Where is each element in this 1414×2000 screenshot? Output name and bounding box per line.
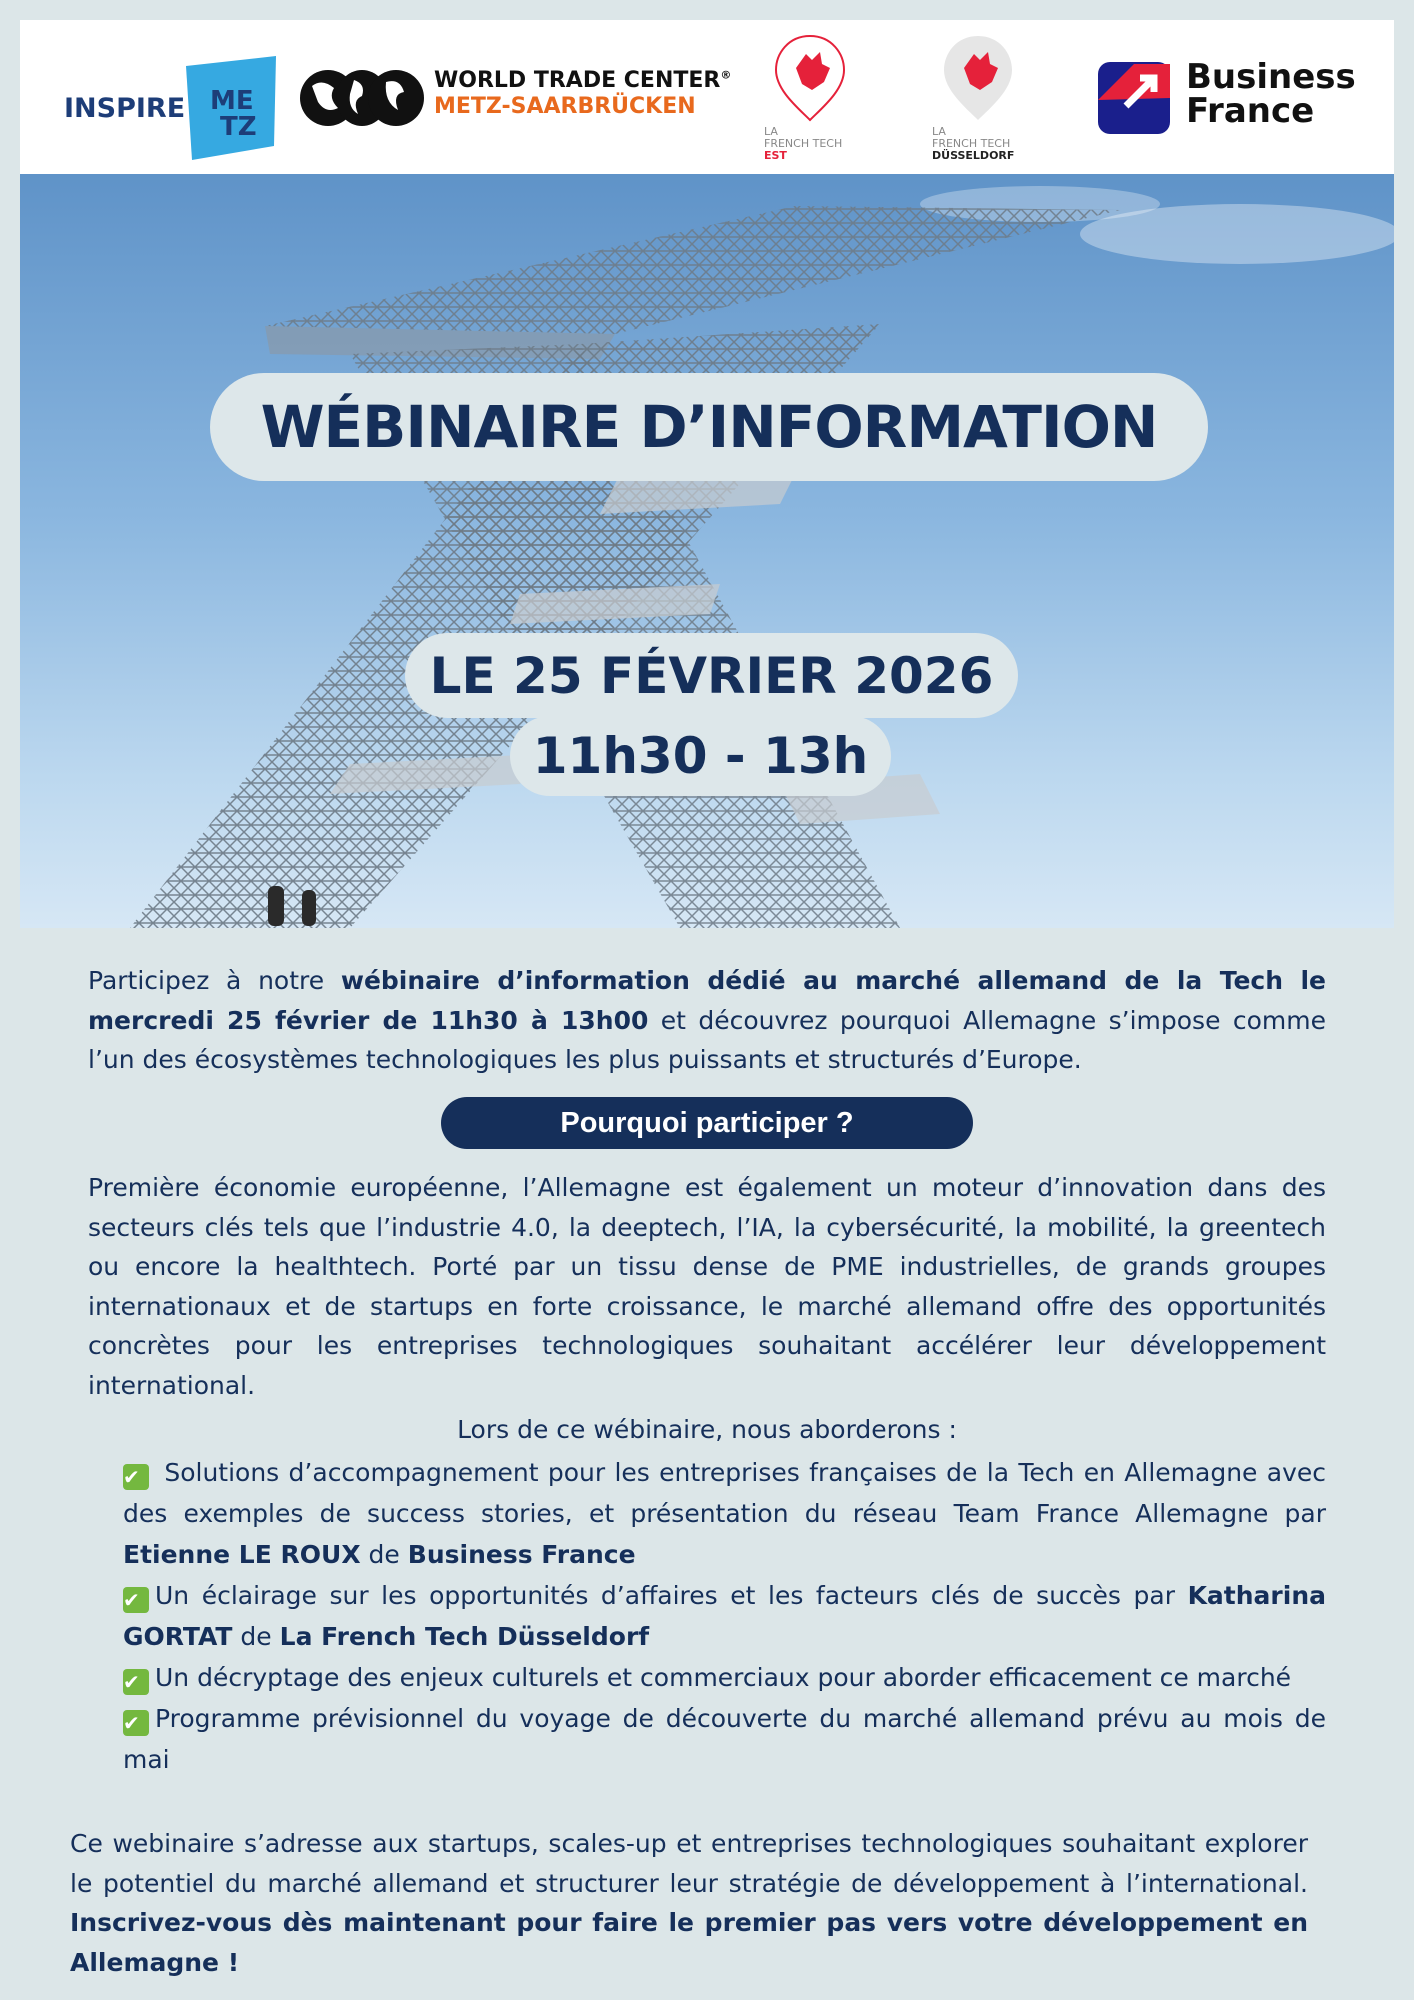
why-paragraph: Première économie européenne, l’Allemagne est également un moteur d’innovation dans des secteurs clés tels que l’industrie 4.0, la deeptech, l’IA, la cybersécurité, la mobilité, la greentech ou encore la healthtech. Porté par un tissu dense de PME industrielles, de grands groupes internationaux et de startups en forte croissance, le marché allemand offre des opportunités concrètes pour les entreprises technologiques souhaitant accélérer leur développement international.: [88, 1173, 1326, 1400]
wtc-line1: WORLD TRADE CENTER®: [434, 68, 732, 93]
wtc-globe-icon: [298, 66, 428, 130]
checkmark-icon: ✔: [123, 1710, 149, 1736]
topics-list: [123, 1452, 1326, 1780]
inspire-metz-logo: [64, 56, 284, 166]
checkmark-icon: ✔: [123, 1669, 149, 1695]
rooster-icon: [768, 32, 858, 122]
why-participate-heading: Pourquoi participer ?: [441, 1097, 973, 1149]
wtc-logo: [298, 62, 738, 142]
partner-logos-bar: [20, 20, 1394, 174]
event-date: LE 25 FÉVRIER 2026: [405, 633, 1018, 718]
ft-dus-ft: FRENCH TECH: [932, 137, 1011, 150]
ft-dus-city: DÜSSELDORF: [932, 149, 1015, 162]
wtc-line2: METZ-SAARBRÜCKEN: [434, 94, 696, 119]
bf-line2: France: [1186, 91, 1315, 131]
list-item: ✔ Programme prévisionnel du voyage de découverte du marché allemand prévu au mois de mai: [123, 1704, 1326, 1774]
ft-dus-la: LA: [932, 125, 946, 138]
hero-banner: [20, 174, 1394, 928]
ft-est-ft: FRENCH TECH: [764, 137, 843, 150]
register-call-to-action: Inscrivez-vous dès maintenant pour faire le premier pas vers votre développement en Allemagne !: [70, 1908, 1308, 1977]
steel-tower-illustration: [20, 174, 1394, 928]
webinar-title: WÉBINAIRE D’INFORMATION: [210, 373, 1208, 481]
list-item: ✔ Un éclairage sur les opportunités d’affaires et les facteurs clés de succès par Katharina GORTAT de La French Tech Düsseldorf: [123, 1581, 1326, 1651]
inspire-word: INSPIRE: [64, 93, 186, 124]
bf-line1: Business: [1186, 57, 1356, 97]
closing-paragraph: Ce webinaire s’adresse aux startups, scales-up et entreprises technologiques souhaitant explorer le potentiel du marché allemand et structurer leur stratégie de développement à l’international. Inscrivez-vous dès maintenant pour faire le premier pas vers votre développement en Allemagne !: [70, 1829, 1308, 1977]
ft-est-city: EST: [764, 149, 787, 162]
business-france-mark-icon: [1096, 60, 1172, 136]
intro-paragraph: Participez à notre wébinaire d’information dédié au marché allemand de la Tech le mercredi 25 février de 11h30 à 13h00 et découvrez pourquoi Allemagne s’impose comme l’un des écosystèmes technologiques les plus puissants et structurés d’Europe.: [88, 966, 1327, 1074]
list-item: ✔ Solutions d’accompagnement pour les entreprises françaises de la Tech en Allemagne avec des exemples de success stories, et présentation du réseau Team France Allemagne par Etienne LE ROUX de Business France: [123, 1458, 1326, 1569]
topics-intro: Lors de ce wébinaire, nous aborderons :: [457, 1415, 957, 1444]
metz-me: ME: [210, 86, 254, 116]
business-france-logo: [1096, 57, 1386, 140]
french-tech-dusseldorf-logo: [932, 32, 1052, 162]
rooster-icon: [936, 32, 1026, 122]
list-item: ✔ Un décryptage des enjeux culturels et commerciaux pour aborder efficacement ce marché: [123, 1663, 1292, 1694]
checkmark-icon: ✔: [123, 1587, 149, 1613]
event-time: 11h30 - 13h: [510, 716, 891, 796]
ft-est-la: LA: [764, 125, 778, 138]
french-tech-est-logo: [764, 32, 874, 162]
metz-tz: TZ: [220, 112, 257, 142]
checkmark-icon: ✔: [123, 1464, 149, 1490]
